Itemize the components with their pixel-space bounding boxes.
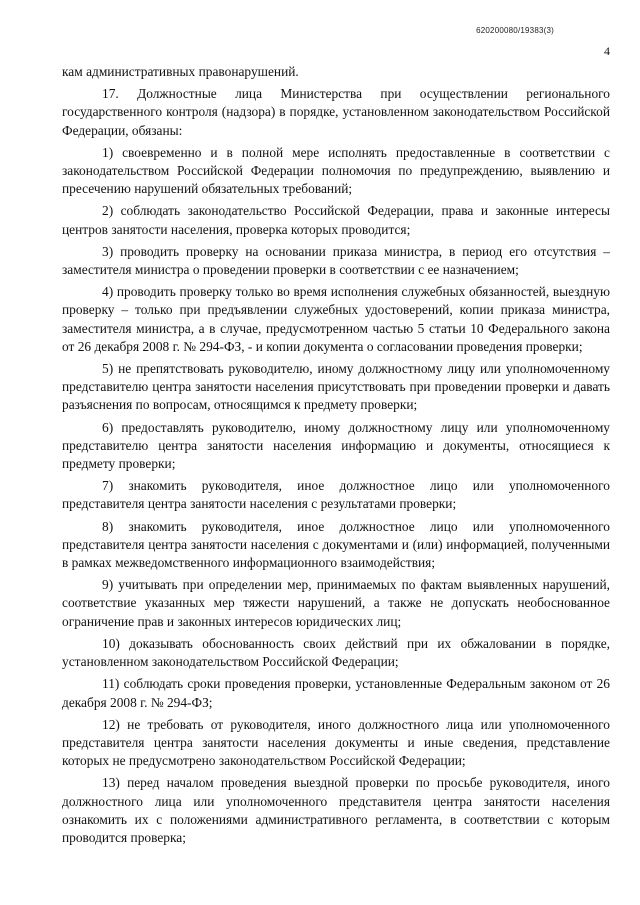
document-code: 620200080/19383(3) <box>476 26 554 35</box>
list-item-2: 2) соблюдать законодательство Российской Федерации, права и законные интересы центров занятости населения, проверка которых проводится; <box>62 203 610 237</box>
paragraph-17-intro: 17. Должностные лица Министерства при осуществлении регионального государственного контроля (надзора) в порядке, установленном законодательством Российской Федерации, обязаны: <box>62 86 610 138</box>
list-item-12: 12) не требовать от руководителя, иного должностного лица или уполномоченного представителя центра занятости населения документы и иные сведения, представление которых не предусмотрено законодательством Российской Федерации; <box>62 716 610 769</box>
list-item-1: 1) своевременно и в полной мере исполнять предоставленные в соответствии с законодательством Российской Федерации полномочия по предупреждению, выявлению и пресечению нарушений обязательных требований; <box>62 144 610 197</box>
list-item-6: 6) предоставлять руководителю, иному должностному лицу или уполномоченному представителю центра занятости населения информацию и документы, относящиеся к предмету проверки; <box>62 419 610 472</box>
list-item-7: 7) знакомить руководителя, иное должностное лицо или уполномоченного представителя центра занятости населения с результатами проверки; <box>62 478 610 512</box>
list-item-8: 8) знакомить руководителя, иное должностное лицо или уполномоченного представителя центра занятости населения с документами и (или) информацией, полученными в рамках межведомственного информационного взаимодействия; <box>62 518 610 571</box>
list-item-10: 10) доказывать обоснованность своих действий при их обжаловании в порядке, установленном законодательством Российской Федерации; <box>62 635 610 670</box>
paragraph-continuation: кам административных правонарушений. <box>62 64 299 79</box>
document-body <box>62 63 610 851</box>
page-number: 4 <box>604 44 610 58</box>
list-item-5: 5) не препятствовать руководителю, иному должностному лицу или уполномоченному представителю центра занятости населения присутствовать при проведении проверки и давать разъяснения по вопросам, относящимся к предмету проверки; <box>62 361 610 413</box>
list-item-3: 3) проводить проверку на основании приказа министра, в период его отсутствия – заместителя министра о проведении проверки в соответствии с ее назначением; <box>62 243 610 278</box>
list-item-9: 9) учитывать при определении мер, принимаемых по фактам выявленных нарушений, соответствие указанных мер тяжести нарушений, а также не допускать необоснованное ограничение прав и законных интересов юридических лиц; <box>62 577 610 629</box>
list-item-11: 11) соблюдать сроки проведения проверки, установленные Федеральным законом от 26 декабря 2008 г. № 294-ФЗ; <box>62 676 610 710</box>
list-item-4: 4) проводить проверку только во время исполнения служебных обязанностей, выездную проверку – только при предъявлении служебных удостоверений, копии приказа министра, заместителя министра, а в случае, предусмотренном частью 5 статьи 10 Федерального закона от 26 декабря 2008 г. № 294-ФЗ, - и копии документа о согласовании проведения проверки; <box>62 284 610 354</box>
list-item-13: 13) перед началом проведения выездной проверки по просьбе руководителя, иного должностного лица или уполномоченного представителя центра занятости населения ознакомить их с положениями административного регламента, в соответствии с которым проводится проверка; <box>62 775 610 845</box>
